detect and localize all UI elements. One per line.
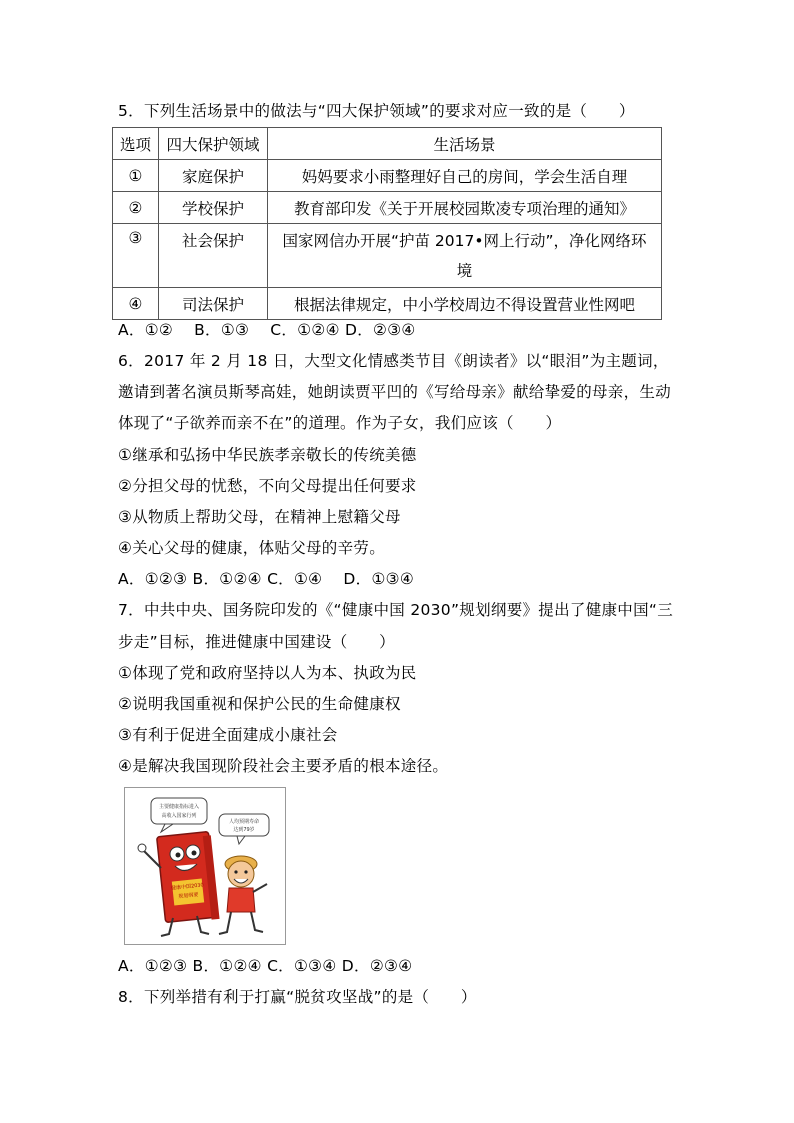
row-field: 司法保护 [159, 288, 268, 320]
question-6-option: ③从物质上帮助父母，在精神上慰籍父母 [118, 508, 401, 526]
person-character [219, 856, 267, 934]
row-scene [268, 224, 662, 288]
question-7-stem-line: 7．中共中央、国务院印发的《“健康中国 2030”规划纲要》提出了健康中国“三 [118, 601, 674, 619]
table-header-field: 四大保护领域 [159, 128, 268, 160]
question-7-option: ①体现了党和政府坚持以人为本、执政为民 [118, 664, 417, 682]
row-field: 学校保护 [159, 192, 268, 224]
svg-text:达到79岁: 达到79岁 [233, 827, 255, 833]
table-header-row [113, 128, 662, 160]
question-6-stem-line: 6．2017 年 2 月 18 日，大型文化情感类节目《朗读者》以“眼泪”为主题词， [118, 352, 669, 370]
svg-text:主要健康指标进入: 主要健康指标进入 [158, 804, 200, 810]
question-6-option: ①继承和弘扬中华民族孝亲敬长的传统美德 [118, 446, 417, 464]
question-7-answers: A．①②③ B．①②④ C．①③④ D．②③④ [118, 957, 413, 975]
question-8-stem: 8．下列举措有利于打赢“脱贫攻坚战”的是（ ） [118, 988, 477, 1006]
row-scene: 教育部印发《关于开展校园欺凌专项治理的通知》 [268, 192, 662, 224]
svg-text:规划纲要: 规划纲要 [178, 891, 199, 901]
row-scene: 妈妈要求小雨整理好自己的房间，学会生活自理 [268, 160, 662, 192]
question-7-stem-line: 步走”目标，推进健康中国建设（ ） [118, 633, 395, 651]
row-number: ① [113, 160, 159, 192]
protection-table [112, 127, 662, 320]
question-6-stem-line: 邀请到著名演员斯琴高娃，她朗读贾平凹的《写给母亲》献给挚爱的母亲，生动 [118, 383, 672, 401]
cartoon-illustration [125, 788, 285, 944]
table-row [113, 160, 662, 192]
table-row [113, 224, 662, 288]
row-scene: 根据法律规定，中小学校周边不得设置营业性网吧 [268, 288, 662, 320]
row-field: 家庭保护 [159, 160, 268, 192]
speech-bubble [151, 798, 207, 824]
table-header-scene: 生活场景 [268, 128, 662, 160]
question-6-option: ④关心父母的健康，体贴父母的辛劳。 [118, 539, 385, 557]
health-china-cartoon [124, 787, 286, 945]
question-7-option: ④是解决我国现阶段社会主要矛盾的根本途径。 [118, 757, 449, 775]
question-7-option: ②说明我国重视和保护公民的生命健康权 [118, 695, 401, 713]
row-number: ④ [113, 288, 159, 320]
row-number: ③ [113, 224, 159, 288]
svg-text:人均预期寿命: 人均预期寿命 [228, 819, 260, 825]
table-row [113, 192, 662, 224]
book-character [138, 832, 220, 936]
table-row [113, 288, 662, 320]
question-5-answers: A．①② B．①③ C．①②④ D．②③④ [118, 321, 416, 339]
question-6-answers: A．①②③ B．①②④ C．①④ D．①③④ [118, 570, 415, 588]
question-6-option: ②分担父母的忧愁，不向父母提出任何要求 [118, 477, 417, 495]
row-scene-line: 国家网信办开展“护苗 2017•网上行动”，净化网络环 [282, 231, 647, 250]
question-5-stem: 5．下列生活场景中的做法与“四大保护领域”的要求对应一致的是（ ） [118, 102, 635, 120]
question-7-option: ③有利于促进全面建成小康社会 [118, 726, 338, 744]
table-header-option: 选项 [113, 128, 159, 160]
svg-text:高收入国家行列: 高收入国家行列 [161, 813, 197, 819]
row-scene-line: 境 [456, 261, 473, 280]
svg-text:健康中国2030: 健康中国2030 [170, 882, 205, 892]
row-field: 社会保护 [159, 224, 268, 288]
question-6-stem-line: 体现了“子欲养而亲不在”的道理。作为子女，我们应该（ ） [118, 414, 562, 432]
row-number: ② [113, 192, 159, 224]
